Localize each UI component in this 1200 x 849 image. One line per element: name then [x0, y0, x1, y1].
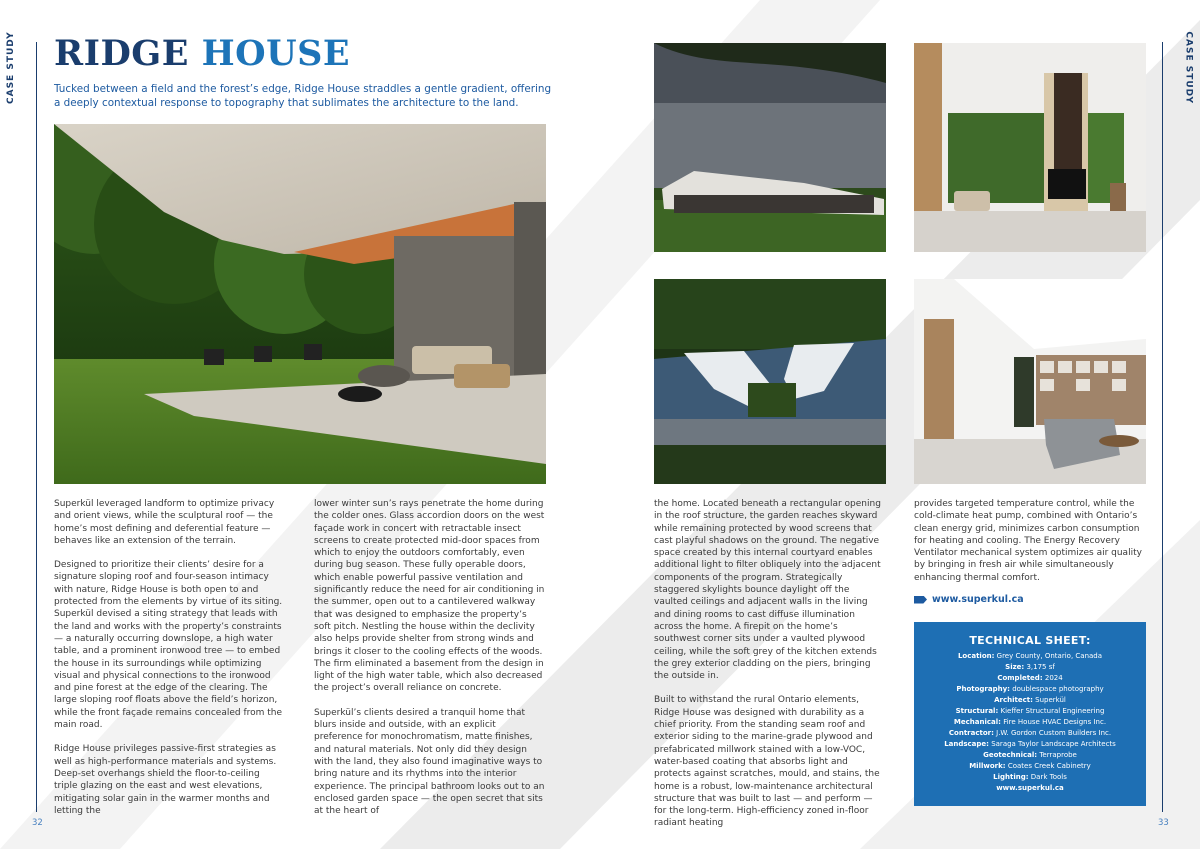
technical-sheet-row-value: Kieffer Structural Engineering: [1000, 707, 1105, 715]
column-2-paragraph-1: lower winter sun’s rays penetrate the home during the colder ones. Glass accordion doors on the west façade work in concert with retractable insect screens to create protected mid-door spaces from which to enjoy the outdoors comfortably, even during bug season. These fully operable doors, which enable powerful passive ventilation and significantly reduce the need for air conditioning in the summer, open out to a cantilevered walkway that was designed to emphasize the property’s soft pitch. Nestling the house within the declivity also helps provide shelter from strong winds and brings it closer to the cooling effects of the woods. The firm eliminated a basement from the design in light of the high water table, which also decreased the project’s overall reliance on concrete.: [314, 499, 545, 694]
technical-sheet-row-label: Millwork:: [969, 762, 1006, 770]
technical-sheet-heading: TECHNICAL SHEET:: [969, 634, 1091, 647]
technical-sheet-row-label: Contractor:: [948, 729, 994, 737]
technical-sheet-row-value: 3,175 sf: [1026, 663, 1055, 671]
technical-sheet-rows: [914, 651, 1146, 783]
side-rule-left: [36, 42, 37, 812]
photo-exterior-field: [654, 43, 886, 252]
technical-sheet-footer-link[interactable]: www.superkul.ca: [996, 784, 1064, 792]
technical-sheet-row: [914, 739, 1146, 750]
page-subtitle: Tucked between a field and the forest’s edge, Ridge House straddles a gentle gradient, offering a deeply contextual response to topography that sublimates the architecture to the land.: [54, 83, 552, 109]
text-column-3: [654, 498, 886, 842]
technical-sheet-row-label: Architect:: [994, 696, 1033, 704]
column-4-paragraph-1: provides targeted temperature control, while the cold-climate heat pump, combined with Ontario’s clean energy grid, minimizes carbon consumption for heating and cooling. The Energy Recovery Ventilator mechanical system optimizes air quality by bringing in fresh air while simultaneously enhancing thermal comfort.: [914, 499, 1142, 583]
technical-sheet-row-value: Dark Tools: [1030, 773, 1067, 781]
page-number-left: 32: [32, 818, 43, 828]
column-1-paragraph-3: Ridge House privileges passive-first strategies as well as high-performance materials and systems. Deep-set overhangs shield the floor-to-ceiling triple glazing on the east and west elevations, mitigating solar gain in the warmer months and letting the: [54, 744, 277, 816]
column-2-paragraph-2: Superkül’s clients desired a tranquil home that blurs inside and outside, with an explicit preference for monochromatism, matte finishes, and natural materials. Not only did they design with the land, they also found imaginative ways to bring nature and its rhythms into the interior experience. The principal bathroom looks out to an enclosed garden space — the open secret that sits at the heart of: [314, 707, 545, 817]
technical-sheet-row-value: Saraga Taylor Landscape Architects: [991, 740, 1116, 748]
photo-aerial-roof: [654, 279, 886, 484]
exterior-illustration: [654, 43, 886, 252]
technical-sheet-row-label: Size:: [1005, 663, 1025, 671]
technical-sheet-row-label: Location:: [957, 652, 995, 660]
technical-sheet-row: [914, 662, 1146, 673]
technical-sheet-row-label: Lighting:: [993, 773, 1029, 781]
side-label-right: CASE STUDY: [1184, 31, 1194, 104]
side-label-left: CASE STUDY: [6, 31, 16, 104]
technical-sheet-row-value: 2024: [1044, 674, 1063, 682]
column-3-paragraph-2: Built to withstand the rural Ontario elements, Ridge House was designed with durability as a chief priority. From the standing seam roof and exterior siding to the marine-grade plywood and prefabricated millwork stained with a low-VOC, water-based coating that absorbs light and protects against scratches, mould, and stains, the home is a robust, low-maintenance architectural structure that was built to last — and perform — for the long-term. High-efficiency zoned in-floor radiant heating: [654, 695, 880, 829]
technical-sheet: [914, 622, 1146, 806]
text-column-4: [914, 498, 1146, 596]
technical-sheet-row: [914, 706, 1146, 717]
technical-sheet-row-label: Photography:: [956, 685, 1010, 693]
technical-sheet-row-label: Mechanical:: [953, 718, 1001, 726]
technical-sheet-row-label: Geotechnical:: [983, 751, 1038, 759]
technical-sheet-row: [914, 772, 1146, 783]
column-1-paragraph-2: Designed to prioritize their clients’ desire for a signature sloping roof and four-season intimacy with nature, Ridge House is both open to and protected from the elements by virtue of its siting. Superkül devised a siting strategy that leads with the land and works with the property’s constraints — a naturally occurring downslope, a high water table, and a prominent ironwood tree — to embed the house in its surroundings while optimizing visual and physical connections to the ironwood and pine forest at the edge of the clearing. The large sloping roof floats above the field’s horizon, while the front façade remains concealed from the main road.: [54, 560, 283, 731]
technical-sheet-row-value: Grey County, Ontario, Canada: [996, 652, 1103, 660]
column-3-paragraph-1: the home. Located beneath a rectangular opening in the roof structure, the garden reaches skyward while remaining protected by wood screens that cast playful shadows on the ground. The negative space created by this internal courtyard enables additional light to filter obliquely into the adjacent components of the program. Strategically staggered skylights bounce daylight off the vaulted ceilings and adjacent walls in the living and dining rooms to cast diffuse illumination across the home. A firepit on the home’s southwest corner sits under a vaulted plywood ceiling, while the soft grey of the kitchen extends the grey exterior cladding on the piers, bringing the outside in.: [654, 499, 881, 682]
technical-sheet-row-value: Terraprobe: [1039, 751, 1077, 759]
photo-interior-fireplace: [914, 43, 1146, 252]
technical-sheet-row: [914, 673, 1146, 684]
page-number-right: 33: [1158, 818, 1169, 828]
website-link[interactable]: [914, 594, 1024, 605]
interior-fireplace-illustration: [914, 43, 1146, 252]
tag-arrow-icon: [914, 596, 927, 604]
technical-sheet-row: [914, 750, 1146, 761]
technical-sheet-row-label: Completed:: [997, 674, 1043, 682]
technical-sheet-row: [914, 728, 1146, 739]
technical-sheet-footer: [914, 783, 1146, 794]
text-column-2: [314, 498, 546, 829]
technical-sheet-row-value: Coates Creek Cabinetry: [1007, 762, 1091, 770]
aerial-roof-illustration: [654, 279, 886, 484]
technical-sheet-row-value: Superkül: [1035, 696, 1066, 704]
technical-sheet-row: [914, 761, 1146, 772]
side-rule-right: [1162, 42, 1163, 812]
technical-sheet-row-label: Structural:: [955, 707, 999, 715]
technical-sheet-row-value: doublespace photography: [1012, 685, 1104, 693]
interior-living-illustration: [914, 279, 1146, 484]
column-1-paragraph-1: Superkül leveraged landform to optimize privacy and orient views, while the sculptural roof — the home’s most defining and deferential feature — behaves like an extension of the terrain.: [54, 499, 275, 546]
page-title: [54, 33, 351, 74]
technical-sheet-row: [914, 684, 1146, 695]
technical-sheet-row-label: Landscape:: [944, 740, 989, 748]
technical-sheet-row-value: Fire House HVAC Designs Inc.: [1003, 718, 1107, 726]
technical-sheet-row-value: J.W. Gordon Custom Builders Inc.: [996, 729, 1112, 737]
technical-sheet-row: [914, 651, 1146, 662]
title-part-ridge: RIDGE: [54, 33, 189, 74]
photo-interior-living: [914, 279, 1146, 484]
hero-photo-patio: [54, 124, 546, 484]
technical-sheet-row: [914, 717, 1146, 728]
title-part-house: HOUSE: [201, 33, 351, 74]
technical-sheet-row: [914, 695, 1146, 706]
patio-illustration: [54, 124, 546, 484]
text-column-1: [54, 498, 286, 829]
website-link-text: www.superkul.ca: [932, 594, 1024, 605]
